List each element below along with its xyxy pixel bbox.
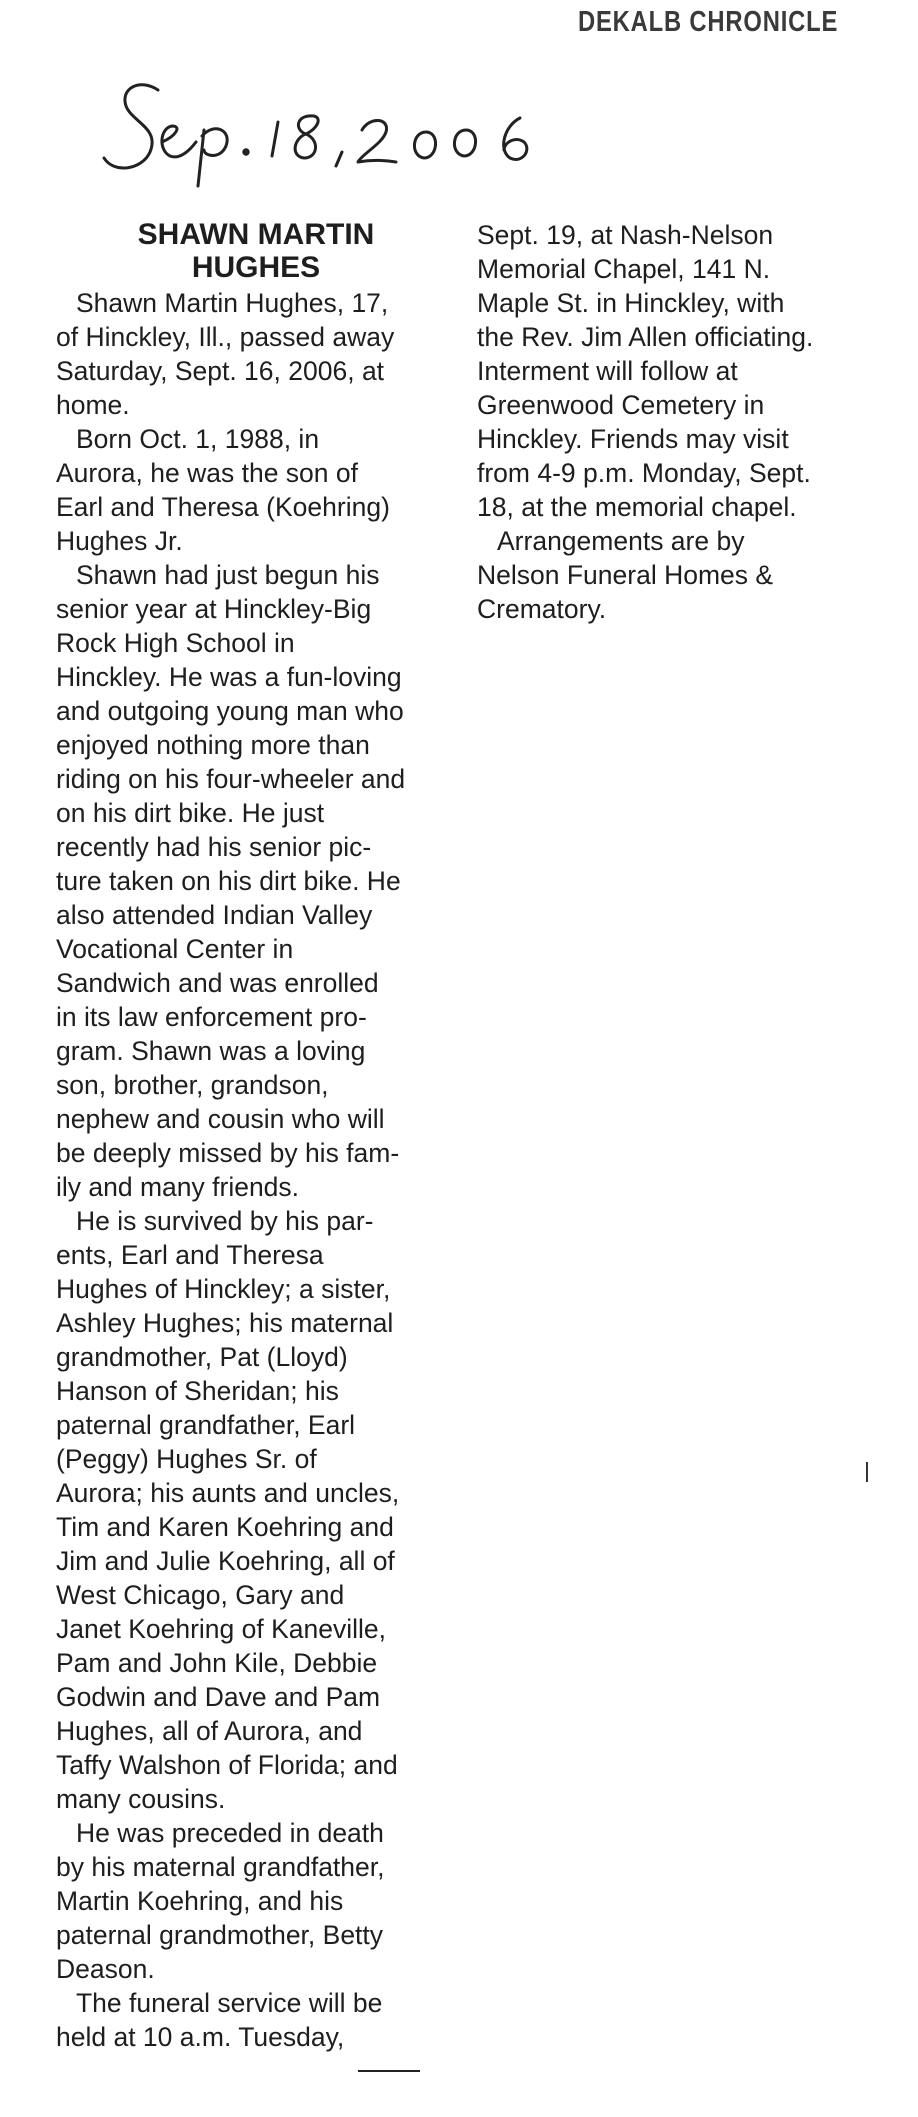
text-line: Pam and John Kile, Debbie bbox=[56, 1648, 378, 1678]
text-line: Arrangements are by bbox=[497, 526, 745, 556]
text-line: ily and many friends. bbox=[56, 1172, 300, 1202]
text-line: paternal grandfather, Earl bbox=[56, 1410, 356, 1440]
text-line: Deason. bbox=[56, 1954, 155, 1984]
text-line: in its law enforcement pro- bbox=[56, 1002, 367, 1032]
text-line: Hughes Jr. bbox=[56, 526, 183, 556]
obituary-headline bbox=[56, 218, 456, 284]
text-line: Hinckley. He was a fun-loving bbox=[56, 662, 402, 692]
text-line: on his dirt bike. He just bbox=[56, 798, 325, 828]
text-line: Rock High School in bbox=[56, 628, 295, 658]
obituary-paragraph bbox=[56, 422, 456, 558]
text-line: Born Oct. 1, 1988, in bbox=[76, 424, 320, 454]
text-line: Sept. 19, at Nash-Nelson bbox=[477, 220, 774, 250]
obituary-paragraph bbox=[56, 1986, 456, 2054]
text-line: Crematory. bbox=[477, 594, 607, 624]
column-end-rule bbox=[358, 2070, 420, 2072]
text-line: enjoyed nothing more than bbox=[56, 730, 370, 760]
text-line: grandmother, Pat (Lloyd) bbox=[56, 1342, 348, 1372]
text-line: Tim and Karen Koehring and bbox=[56, 1512, 394, 1542]
text-line: He was preceded in death bbox=[76, 1818, 384, 1848]
text-line: Aurora; his aunts and uncles, bbox=[56, 1478, 400, 1508]
text-line: Hanson of Sheridan; his bbox=[56, 1376, 339, 1406]
handwritten-date bbox=[100, 70, 620, 195]
text-line: Aurora, he was the son of bbox=[56, 458, 358, 488]
text-line: The funeral service will be bbox=[76, 1988, 383, 2018]
text-line: Hughes, all of Aurora, and bbox=[56, 1716, 363, 1746]
text-line: from 4-9 p.m. Monday, Sept. bbox=[477, 458, 811, 488]
text-line: ents, Earl and Theresa bbox=[56, 1240, 324, 1270]
obituary-paragraph bbox=[56, 558, 456, 1204]
publication-stamp: DEKALB CHRONICLE bbox=[578, 6, 839, 38]
text-line: He is survived by his par- bbox=[76, 1206, 374, 1236]
text-line: West Chicago, Gary and bbox=[56, 1580, 345, 1610]
text-line: Hughes of Hinckley; a sister, bbox=[56, 1274, 391, 1304]
text-line: Martin Koehring, and his bbox=[56, 1886, 344, 1916]
obituary-paragraph bbox=[477, 524, 857, 626]
obituary-paragraph bbox=[56, 286, 456, 422]
text-line: Shawn had just begun his bbox=[76, 560, 380, 590]
text-line: paternal grandmother, Betty bbox=[56, 1920, 384, 1950]
text-line: home. bbox=[56, 390, 130, 420]
text-line: (Peggy) Hughes Sr. of bbox=[56, 1444, 317, 1474]
text-line: Greenwood Cemetery in bbox=[477, 390, 765, 420]
obituary-paragraph bbox=[56, 1204, 456, 1816]
text-line: Sandwich and was enrolled bbox=[56, 968, 379, 998]
text-line: Vocational Center in bbox=[56, 934, 294, 964]
text-line: Ashley Hughes; his maternal bbox=[56, 1308, 394, 1338]
text-line: riding on his four-wheeler and bbox=[56, 764, 406, 794]
text-line: Godwin and Dave and Pam bbox=[56, 1682, 381, 1712]
text-line: Taffy Walshon of Florida; and bbox=[56, 1750, 398, 1780]
text-line: ture taken on his dirt bike. He bbox=[56, 866, 401, 896]
text-line: many cousins. bbox=[56, 1784, 226, 1814]
text-line: Earl and Theresa (Koehring) bbox=[56, 492, 390, 522]
text-line: Shawn Martin Hughes, 17, bbox=[76, 288, 389, 318]
text-line: recently had his senior pic- bbox=[56, 832, 372, 862]
text-line: Maple St. in Hinckley, with bbox=[477, 288, 785, 318]
text-line: also attended Indian Valley bbox=[56, 900, 373, 930]
headline-line: SHAWN MARTIN bbox=[137, 218, 375, 251]
obituary-right-column bbox=[477, 218, 857, 626]
text-line: Jim and Julie Koehring, all of bbox=[56, 1546, 395, 1576]
handwritten-date-signature bbox=[100, 70, 620, 190]
obituary-left-column bbox=[56, 218, 456, 2054]
scan-mark bbox=[866, 1462, 868, 1482]
text-line: nephew and cousin who will bbox=[56, 1104, 385, 1134]
text-line: Hinckley. Friends may visit bbox=[477, 424, 789, 454]
obituary-paragraph bbox=[56, 1816, 456, 1986]
text-line: of Hinckley, Ill., passed away bbox=[56, 322, 395, 352]
text-line: Interment will follow at bbox=[477, 356, 738, 386]
text-line: Nelson Funeral Homes & bbox=[477, 560, 774, 590]
text-line: by his maternal grandfather, bbox=[56, 1852, 385, 1882]
headline-line: HUGHES bbox=[191, 251, 321, 284]
text-line: Saturday, Sept. 16, 2006, at bbox=[56, 356, 385, 386]
text-line: senior year at Hinckley-Big bbox=[56, 594, 372, 624]
text-line: 18, at the memorial chapel. bbox=[477, 492, 797, 522]
text-line: held at 10 a.m. Tuesday, bbox=[56, 2022, 345, 2052]
text-line: gram. Shawn was a loving bbox=[56, 1036, 366, 1066]
text-line: be deeply missed by his fam- bbox=[56, 1138, 400, 1168]
text-line: and outgoing young man who bbox=[56, 696, 404, 726]
text-line: Janet Koehring of Kaneville, bbox=[56, 1614, 386, 1644]
obituary-paragraph bbox=[477, 218, 857, 524]
text-line: Memorial Chapel, 141 N. bbox=[477, 254, 771, 284]
text-line: son, brother, grandson, bbox=[56, 1070, 329, 1100]
text-line: the Rev. Jim Allen officiating. bbox=[477, 322, 814, 352]
